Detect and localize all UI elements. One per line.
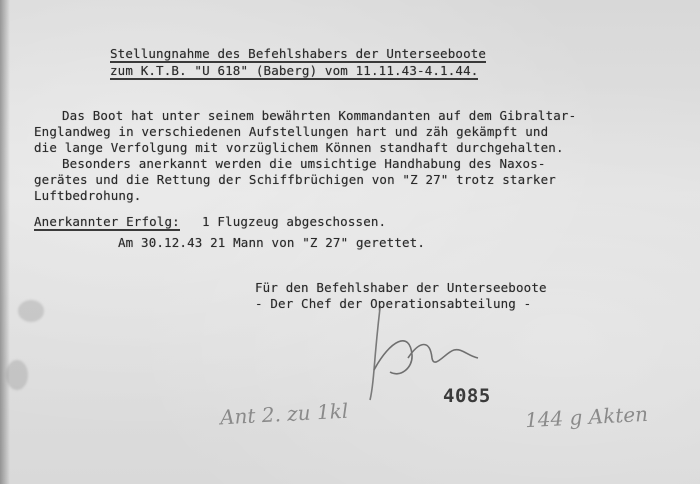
success-value: 1 Flugzeug abgeschossen. xyxy=(202,214,387,229)
body-line: gerätes und die Rettung der Schiffbrüchigen von "Z 27" trotz starker xyxy=(34,172,556,187)
document-title-line-2: zum K.T.B. "U 618" (Baberg) vom 11.11.43-4.1.44. xyxy=(110,63,479,78)
body-line: Englandweg in verschiedenen Aufstellungen hart und zäh gekämpft und xyxy=(34,124,549,139)
handwritten-note-left: Ant 2. zu 1kl xyxy=(219,398,349,430)
body-line: Das Boot hat unter seinem bewährten Kommandanten auf dem Gibraltar- xyxy=(62,108,577,123)
paper-stain xyxy=(6,360,28,390)
paper-edge-shadow xyxy=(0,0,10,484)
closing-line-1: Für den Befehlshaber der Unterseeboote xyxy=(255,280,547,295)
stamp-number: 4085 xyxy=(443,385,491,407)
document-title-line-1: Stellungnahme des Befehlshabers der Unterseeboote xyxy=(110,46,487,61)
handwritten-note-right: 144 g Akten xyxy=(524,401,649,433)
success-label: Anerkannter Erfolg: xyxy=(34,214,180,229)
rescue-line: Am 30.12.43 21 Mann von "Z 27" gerettet. xyxy=(118,235,426,250)
body-line: Besonders anerkannt werden die umsichtige Handhabung des Naxos- xyxy=(62,156,546,171)
body-line: die lange Verfolgung mit vorzüglichem Können standhaft durchgehalten. xyxy=(34,140,564,155)
paper-stain xyxy=(18,300,44,322)
body-line: Luftbedrohung. xyxy=(34,188,142,203)
closing-line-2: - Der Chef der Operationsabteilung - xyxy=(255,296,532,311)
